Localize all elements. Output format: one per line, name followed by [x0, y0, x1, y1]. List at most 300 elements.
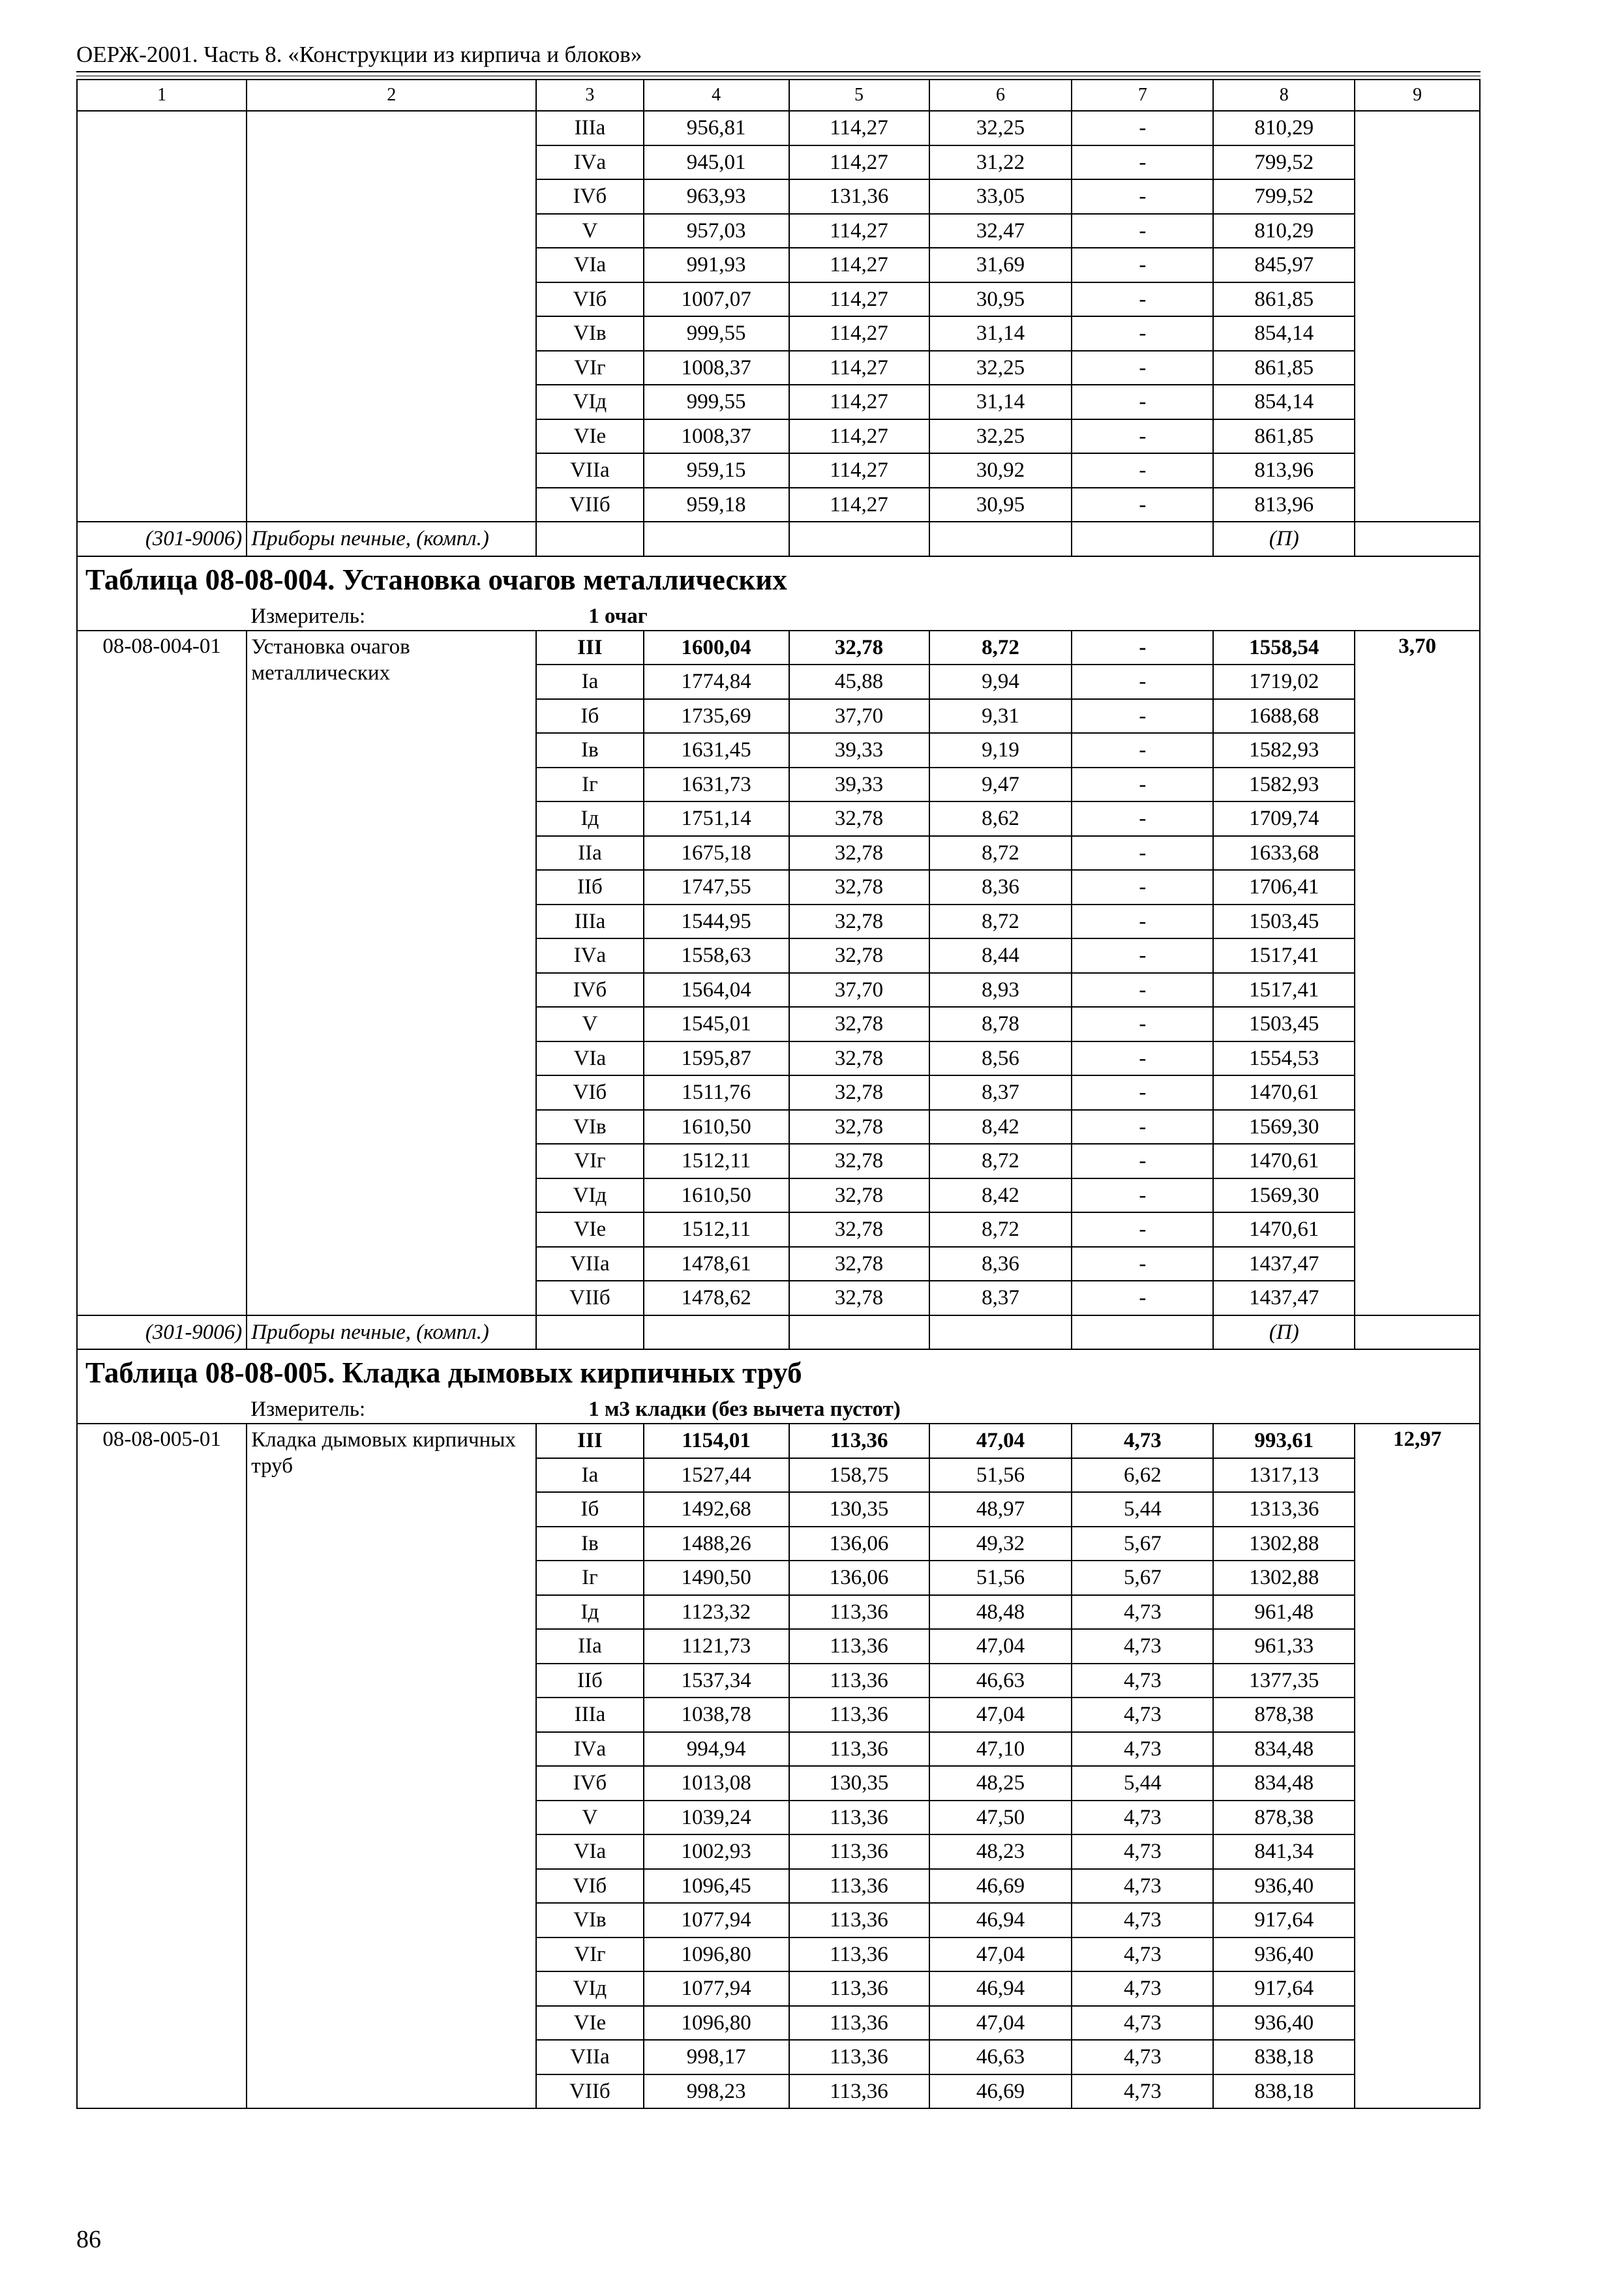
table-cell: 8,72: [929, 1212, 1072, 1247]
table-cell: 1582,93: [1213, 733, 1355, 768]
table-cell: -: [1072, 419, 1213, 454]
table-cell: 113,36: [789, 1937, 929, 1972]
material-row: [77, 1315, 1480, 1350]
table-cell: 1503,45: [1213, 1007, 1355, 1041]
table-cell: 956,81: [644, 111, 789, 145]
table-cell: 917,64: [1213, 1971, 1355, 2006]
section-title: Таблица 08-08-005. Кладка дымовых кирпичных труб: [77, 1349, 1480, 1396]
zone-category: IVб: [536, 1766, 643, 1801]
table-cell: 1096,45: [644, 1869, 789, 1904]
table-cell: 131,36: [789, 179, 929, 214]
table-cell: 1569,30: [1213, 1110, 1355, 1144]
table-cell: 48,97: [929, 1492, 1072, 1527]
labor-cost: [1355, 111, 1480, 522]
table-cell: 32,47: [929, 214, 1072, 248]
table-cell: 813,96: [1213, 453, 1355, 488]
table-cell: 8,72: [929, 905, 1072, 939]
zone-category: VIе: [536, 1212, 643, 1247]
table-cell: 1558,54: [1213, 631, 1355, 665]
table-row: [77, 1424, 1480, 1458]
table-cell: 5,67: [1072, 1561, 1213, 1595]
table-cell: 991,93: [644, 248, 789, 282]
table-cell: -: [1072, 111, 1213, 145]
table-cell: 4,73: [1072, 1698, 1213, 1732]
table-cell: 32,78: [789, 1178, 929, 1213]
table-cell: 158,75: [789, 1458, 929, 1493]
table-cell: 46,94: [929, 1971, 1072, 2006]
table-cell: 113,36: [789, 2074, 929, 2109]
table-cell: 47,04: [929, 2006, 1072, 2041]
table-cell: 32,25: [929, 111, 1072, 145]
table-cell: 37,70: [789, 699, 929, 734]
table-cell: 33,05: [929, 179, 1072, 214]
table-cell: -: [1072, 699, 1213, 734]
table-cell: 834,48: [1213, 1766, 1355, 1801]
table-cell: 959,18: [644, 488, 789, 522]
table-cell: 4,73: [1072, 1869, 1213, 1904]
table-cell: 1013,08: [644, 1766, 789, 1801]
table-cell: 47,04: [929, 1698, 1072, 1732]
table-cell: 5,44: [1072, 1492, 1213, 1527]
material-row: [77, 522, 1480, 556]
column-number: 6: [929, 80, 1072, 111]
table-cell: 1600,04: [644, 631, 789, 665]
table-cell: 136,06: [789, 1561, 929, 1595]
table-cell: -: [1072, 1110, 1213, 1144]
table-cell: 5,44: [1072, 1766, 1213, 1801]
zone-category: VIIб: [536, 1281, 643, 1315]
table-cell: 113,36: [789, 1595, 929, 1630]
table-cell: 48,48: [929, 1595, 1072, 1630]
table-cell: 854,14: [1213, 316, 1355, 351]
table-cell: 994,94: [644, 1732, 789, 1767]
table-cell: 9,94: [929, 665, 1072, 699]
table-cell: 8,72: [929, 631, 1072, 665]
table-cell: -: [1072, 385, 1213, 419]
table-cell: 1517,41: [1213, 973, 1355, 1008]
empty-cell: [789, 1315, 929, 1350]
table-cell: 993,61: [1213, 1424, 1355, 1458]
table-cell: 4,73: [1072, 1424, 1213, 1458]
material-name: Приборы печные, (компл.): [247, 1315, 536, 1350]
table-cell: 114,27: [789, 111, 929, 145]
table-cell: -: [1072, 1178, 1213, 1213]
table-cell: 114,27: [789, 419, 929, 454]
table-cell: 46,94: [929, 1903, 1072, 1937]
table-cell: 1545,01: [644, 1007, 789, 1041]
zone-category: IVб: [536, 973, 643, 1008]
table-cell: 1317,13: [1213, 1458, 1355, 1493]
table-cell: -: [1072, 1007, 1213, 1041]
table-cell: 9,19: [929, 733, 1072, 768]
table-cell: 1709,74: [1213, 801, 1355, 836]
measure-label: Измеритель:: [247, 603, 536, 631]
table-cell: 1582,93: [1213, 768, 1355, 802]
measure-value: 1 очаг: [536, 603, 1480, 631]
zone-category: VIа: [536, 248, 643, 282]
estimate-table: [76, 79, 1481, 2109]
table-cell: 114,27: [789, 248, 929, 282]
table-cell: 4,73: [1072, 1971, 1213, 2006]
material-code: (301-9006): [77, 522, 247, 556]
page-number: 86: [76, 2226, 101, 2253]
table-cell: 114,27: [789, 316, 929, 351]
column-number: 7: [1072, 80, 1213, 111]
table-cell: 114,27: [789, 214, 929, 248]
table-cell: 1302,88: [1213, 1527, 1355, 1561]
table-cell: 861,85: [1213, 351, 1355, 385]
table-cell: 1377,35: [1213, 1664, 1355, 1698]
work-name: Установка очагов металлических: [247, 631, 536, 1315]
table-cell: 813,96: [1213, 488, 1355, 522]
table-cell: 1470,61: [1213, 1075, 1355, 1110]
column-number: 1: [77, 80, 247, 111]
table-cell: 959,15: [644, 453, 789, 488]
table-cell: -: [1072, 938, 1213, 973]
table-cell: -: [1072, 1144, 1213, 1178]
zone-category: VIг: [536, 351, 643, 385]
table-cell: -: [1072, 870, 1213, 905]
zone-category: VIа: [536, 1834, 643, 1869]
material-code: (301-9006): [77, 1315, 247, 1350]
table-cell: 4,73: [1072, 1595, 1213, 1630]
table-cell: 1478,62: [644, 1281, 789, 1315]
zone-category: Iа: [536, 665, 643, 699]
zone-category: Iа: [536, 1458, 643, 1493]
empty-cell: [1072, 522, 1213, 556]
table-cell: 32,78: [789, 1075, 929, 1110]
table-cell: 114,27: [789, 453, 929, 488]
table-cell: 1492,68: [644, 1492, 789, 1527]
table-cell: 113,36: [789, 1903, 929, 1937]
table-cell: 878,38: [1213, 1801, 1355, 1835]
table-cell: 961,33: [1213, 1629, 1355, 1664]
table-cell: 1735,69: [644, 699, 789, 734]
table-cell: 1007,07: [644, 282, 789, 317]
table-cell: -: [1072, 768, 1213, 802]
table-cell: 9,47: [929, 768, 1072, 802]
table-cell: 113,36: [789, 1698, 929, 1732]
zone-category: Iд: [536, 801, 643, 836]
table-cell: 799,52: [1213, 145, 1355, 180]
table-cell: 1038,78: [644, 1698, 789, 1732]
table-cell: 8,72: [929, 836, 1072, 871]
table-cell: -: [1072, 1212, 1213, 1247]
zone-category: IIб: [536, 870, 643, 905]
empty-cell: [929, 522, 1072, 556]
table-cell: 32,25: [929, 419, 1072, 454]
table-cell: 46,69: [929, 1869, 1072, 1904]
table-cell: 32,78: [789, 1247, 929, 1281]
table-cell: 4,73: [1072, 2006, 1213, 2041]
table-cell: 9,31: [929, 699, 1072, 734]
table-row: [77, 631, 1480, 665]
zone-category: VIб: [536, 282, 643, 317]
table-cell: 1569,30: [1213, 1178, 1355, 1213]
zone-category: Iд: [536, 1595, 643, 1630]
table-cell: 1512,11: [644, 1144, 789, 1178]
zone-category: Iв: [536, 733, 643, 768]
zone-category: VIб: [536, 1075, 643, 1110]
zone-category: Iг: [536, 1561, 643, 1595]
table-cell: -: [1072, 351, 1213, 385]
table-cell: 30,92: [929, 453, 1072, 488]
table-cell: 1527,44: [644, 1458, 789, 1493]
measure-spacer: [77, 1396, 247, 1424]
section-title: Таблица 08-08-004. Установка очагов металлических: [77, 556, 1480, 603]
zone-category: VIв: [536, 1110, 643, 1144]
table-cell: -: [1072, 248, 1213, 282]
zone-category: Iб: [536, 1492, 643, 1527]
zone-category: VIIб: [536, 488, 643, 522]
table-cell: 113,36: [789, 1971, 929, 2006]
measure-value: 1 м3 кладки (без вычета пустот): [536, 1396, 1480, 1424]
table-cell: 961,48: [1213, 1595, 1355, 1630]
table-cell: 1313,36: [1213, 1492, 1355, 1527]
table-cell: 957,03: [644, 214, 789, 248]
table-cell: 1302,88: [1213, 1561, 1355, 1595]
column-number-row: [77, 80, 1480, 111]
table-cell: 31,69: [929, 248, 1072, 282]
zone-category: III: [536, 1424, 643, 1458]
work-name: Кладка дымовых кирпичных труб: [247, 1424, 536, 2108]
table-cell: 32,78: [789, 905, 929, 939]
table-cell: 114,27: [789, 145, 929, 180]
material-mark: (П): [1213, 1315, 1355, 1350]
table-cell: 8,78: [929, 1007, 1072, 1041]
table-cell: 1595,87: [644, 1041, 789, 1076]
table-cell: -: [1072, 801, 1213, 836]
table-cell: 48,23: [929, 1834, 1072, 1869]
table-cell: 854,14: [1213, 385, 1355, 419]
table-cell: 113,36: [789, 1869, 929, 1904]
table-cell: 1633,68: [1213, 836, 1355, 871]
zone-category: Iв: [536, 1527, 643, 1561]
column-number: 5: [789, 80, 929, 111]
table-cell: 1517,41: [1213, 938, 1355, 973]
table-cell: 1751,14: [644, 801, 789, 836]
table-cell: 32,78: [789, 938, 929, 973]
table-cell: 834,48: [1213, 1732, 1355, 1767]
table-cell: 31,22: [929, 145, 1072, 180]
table-cell: 999,55: [644, 385, 789, 419]
zone-category: IVб: [536, 179, 643, 214]
table-cell: 1121,73: [644, 1629, 789, 1664]
table-cell: 1719,02: [1213, 665, 1355, 699]
table-cell: 8,44: [929, 938, 1072, 973]
table-cell: 8,42: [929, 1178, 1072, 1213]
table-cell: 1610,50: [644, 1110, 789, 1144]
labor-cost: 12,97: [1355, 1424, 1480, 2108]
zone-category: VIг: [536, 1937, 643, 1972]
table-cell: -: [1072, 282, 1213, 317]
table-cell: 1631,45: [644, 733, 789, 768]
table-cell: 1470,61: [1213, 1212, 1355, 1247]
labor-cost: 3,70: [1355, 631, 1480, 1315]
empty-cell: [929, 1315, 1072, 1350]
table-row: [77, 111, 1480, 145]
table-cell: 130,35: [789, 1492, 929, 1527]
zone-category: VIб: [536, 1869, 643, 1904]
table-cell: 1039,24: [644, 1801, 789, 1835]
table-cell: 878,38: [1213, 1698, 1355, 1732]
table-cell: 1706,41: [1213, 870, 1355, 905]
table-cell: -: [1072, 453, 1213, 488]
table-cell: 32,78: [789, 1144, 929, 1178]
zone-category: VIд: [536, 385, 643, 419]
measure-spacer: [77, 603, 247, 631]
table-cell: 4,73: [1072, 1629, 1213, 1664]
table-cell: 8,37: [929, 1075, 1072, 1110]
table-cell: 4,73: [1072, 1664, 1213, 1698]
zone-category: VIг: [536, 1144, 643, 1178]
table-cell: 51,56: [929, 1458, 1072, 1493]
table-cell: 1077,94: [644, 1971, 789, 2006]
table-cell: 1688,68: [1213, 699, 1355, 734]
table-cell: 6,62: [1072, 1458, 1213, 1493]
table-cell: 1564,04: [644, 973, 789, 1008]
table-cell: 4,73: [1072, 1937, 1213, 1972]
table-cell: 1544,95: [644, 905, 789, 939]
table-cell: -: [1072, 145, 1213, 180]
table-cell: 4,73: [1072, 1732, 1213, 1767]
empty-cell: [789, 522, 929, 556]
table-cell: 1008,37: [644, 351, 789, 385]
table-cell: -: [1072, 1041, 1213, 1076]
table-cell: 8,72: [929, 1144, 1072, 1178]
table-cell: 4,73: [1072, 1834, 1213, 1869]
table-cell: 838,18: [1213, 2040, 1355, 2074]
table-cell: 1096,80: [644, 1937, 789, 1972]
table-cell: 1631,73: [644, 768, 789, 802]
table-cell: 32,25: [929, 351, 1072, 385]
measure-label: Измеритель:: [247, 1396, 536, 1424]
table-cell: 130,35: [789, 1766, 929, 1801]
table-cell: 8,42: [929, 1110, 1072, 1144]
table-cell: 4,73: [1072, 2074, 1213, 2109]
table-cell: 113,36: [789, 1801, 929, 1835]
table-cell: 32,78: [789, 801, 929, 836]
table-cell: 936,40: [1213, 2006, 1355, 2041]
table-cell: 799,52: [1213, 179, 1355, 214]
table-cell: 1154,01: [644, 1424, 789, 1458]
zone-category: Iг: [536, 768, 643, 802]
zone-category: IVа: [536, 145, 643, 180]
table-cell: -: [1072, 905, 1213, 939]
table-cell: 37,70: [789, 973, 929, 1008]
table-cell: 4,73: [1072, 1801, 1213, 1835]
table-cell: 114,27: [789, 488, 929, 522]
table-cell: 49,32: [929, 1527, 1072, 1561]
table-cell: 113,36: [789, 1629, 929, 1664]
table-cell: 8,36: [929, 870, 1072, 905]
table-cell: 1747,55: [644, 870, 789, 905]
table-cell: 114,27: [789, 282, 929, 317]
table-cell: 31,14: [929, 385, 1072, 419]
table-cell: 1512,11: [644, 1212, 789, 1247]
table-cell: 32,78: [789, 1110, 929, 1144]
zone-category: IIа: [536, 1629, 643, 1664]
table-cell: -: [1072, 665, 1213, 699]
rate-code: [77, 111, 247, 522]
table-cell: 47,10: [929, 1732, 1072, 1767]
material-name: Приборы печные, (компл.): [247, 522, 536, 556]
empty-cell: [1355, 1315, 1480, 1350]
table-cell: 114,27: [789, 385, 929, 419]
empty-cell: [644, 1315, 789, 1350]
section-title-row: [77, 556, 1480, 603]
table-cell: 8,37: [929, 1281, 1072, 1315]
table-cell: 39,33: [789, 768, 929, 802]
table-cell: 47,04: [929, 1629, 1072, 1664]
table-cell: 31,14: [929, 316, 1072, 351]
table-cell: 32,78: [789, 870, 929, 905]
zone-category: VIIа: [536, 1247, 643, 1281]
column-number: 8: [1213, 80, 1355, 111]
table-cell: 810,29: [1213, 214, 1355, 248]
column-number: 9: [1355, 80, 1480, 111]
table-cell: 32,78: [789, 836, 929, 871]
table-cell: -: [1072, 836, 1213, 871]
table-cell: 32,78: [789, 1281, 929, 1315]
material-mark: (П): [1213, 522, 1355, 556]
section-title-row: [77, 1349, 1480, 1396]
table-cell: 1478,61: [644, 1247, 789, 1281]
empty-cell: [536, 1315, 643, 1350]
table-cell: 1610,50: [644, 1178, 789, 1213]
empty-cell: [536, 522, 643, 556]
measure-row: [77, 1396, 1480, 1424]
zone-category: VIIб: [536, 2074, 643, 2109]
zone-category: VIв: [536, 1903, 643, 1937]
zone-category: III: [536, 631, 643, 665]
column-number: 4: [644, 80, 789, 111]
table-cell: 1490,50: [644, 1561, 789, 1595]
table-cell: -: [1072, 631, 1213, 665]
table-cell: -: [1072, 488, 1213, 522]
zone-category: IVа: [536, 1732, 643, 1767]
table-cell: 1488,26: [644, 1527, 789, 1561]
table-cell: 8,56: [929, 1041, 1072, 1076]
table-cell: 1470,61: [1213, 1144, 1355, 1178]
zone-category: VIе: [536, 419, 643, 454]
table-cell: 4,73: [1072, 2040, 1213, 2074]
table-cell: 8,93: [929, 973, 1072, 1008]
table-cell: 4,73: [1072, 1903, 1213, 1937]
table-cell: 841,34: [1213, 1834, 1355, 1869]
zone-category: IIIа: [536, 1698, 643, 1732]
table-cell: 1437,47: [1213, 1247, 1355, 1281]
zone-category: V: [536, 1007, 643, 1041]
empty-cell: [1072, 1315, 1213, 1350]
table-cell: 936,40: [1213, 1937, 1355, 1972]
zone-category: IIб: [536, 1664, 643, 1698]
table-cell: 113,36: [789, 2006, 929, 2041]
zone-category: VIа: [536, 1041, 643, 1076]
column-number: 2: [247, 80, 536, 111]
table-cell: 47,50: [929, 1801, 1072, 1835]
table-cell: 998,23: [644, 2074, 789, 2109]
zone-category: V: [536, 1801, 643, 1835]
table-cell: 1077,94: [644, 1903, 789, 1937]
table-cell: 1008,37: [644, 419, 789, 454]
zone-category: VIв: [536, 316, 643, 351]
table-cell: 1002,93: [644, 1834, 789, 1869]
table-cell: 1511,76: [644, 1075, 789, 1110]
work-name: [247, 111, 536, 522]
table-cell: 46,63: [929, 2040, 1072, 2074]
table-cell: 32,78: [789, 1041, 929, 1076]
